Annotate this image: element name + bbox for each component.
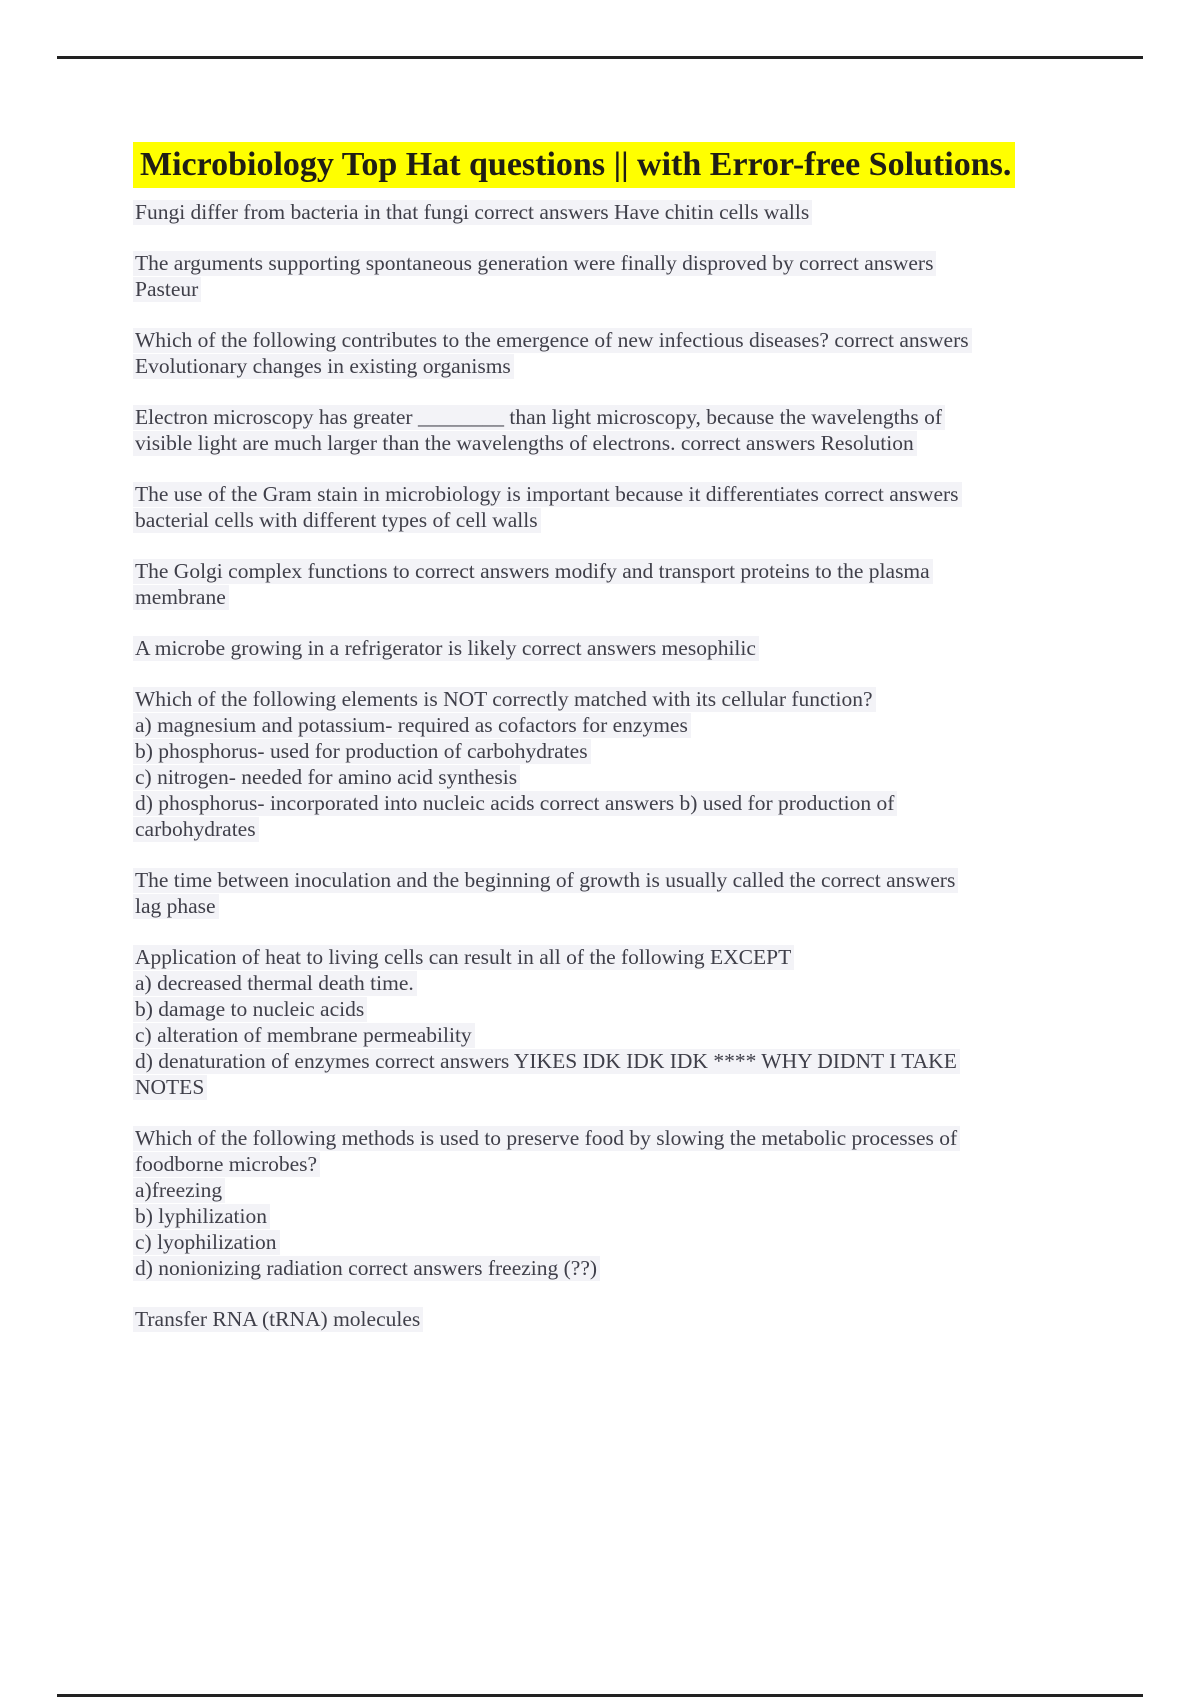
qa-line-text: Fungi differ from bacteria in that fungi correct answers Have chitin cells walls	[133, 200, 812, 225]
qa-line-text: Pasteur	[133, 277, 201, 302]
qa-line	[133, 328, 1153, 354]
qa-line	[133, 1204, 1153, 1230]
qa-line-text: membrane	[133, 585, 229, 610]
qa-line-text: b) lyphilization	[133, 1204, 270, 1229]
qa-line-text: foodborne microbes?	[133, 1152, 320, 1177]
qa-line	[133, 791, 1153, 817]
qa-list	[133, 200, 1153, 1333]
qa-line-text: Electron microscopy has greater ________ than light microscopy, because the wavelengths of	[133, 405, 945, 430]
qa-line-text: a)freezing	[133, 1178, 225, 1203]
qa-line-text: carbohydrates	[133, 817, 259, 842]
qa-line	[133, 1075, 1153, 1101]
qa-paragraph	[133, 405, 1153, 457]
qa-line-text: bacterial cells with different types of cell walls	[133, 508, 541, 533]
qa-line-text: Application of heat to living cells can result in all of the following EXCEPT	[133, 945, 794, 970]
qa-paragraph	[133, 251, 1153, 303]
qa-paragraph	[133, 945, 1153, 1101]
qa-line	[133, 868, 1153, 894]
qa-line	[133, 894, 1153, 920]
document-content	[133, 141, 1153, 1358]
qa-line	[133, 1178, 1153, 1204]
qa-line-text: Transfer RNA (tRNA) molecules	[133, 1307, 423, 1332]
qa-paragraph	[133, 1307, 1153, 1333]
qa-line-text: a) decreased thermal death time.	[133, 971, 417, 996]
page-title	[133, 141, 1153, 188]
qa-line-text: c) lyophilization	[133, 1230, 280, 1255]
qa-line-text: d) nonionizing radiation correct answers freezing (??)	[133, 1256, 600, 1281]
qa-line	[133, 1023, 1153, 1049]
qa-line	[133, 687, 1153, 713]
qa-paragraph	[133, 1126, 1153, 1282]
qa-paragraph	[133, 687, 1153, 843]
qa-line-text: The Golgi complex functions to correct answers modify and transport proteins to the plasma	[133, 559, 933, 584]
top-divider	[57, 56, 1143, 59]
qa-line	[133, 739, 1153, 765]
qa-line	[133, 354, 1153, 380]
qa-paragraph	[133, 636, 1153, 662]
qa-line	[133, 971, 1153, 997]
qa-line	[133, 713, 1153, 739]
qa-line	[133, 1307, 1153, 1333]
qa-line	[133, 585, 1153, 611]
qa-line-text: c) nitrogen- needed for amino acid synthesis	[133, 765, 520, 790]
qa-line	[133, 251, 1153, 277]
qa-line-text: NOTES	[133, 1075, 207, 1100]
qa-line	[133, 200, 1153, 226]
qa-line	[133, 277, 1153, 303]
qa-paragraph	[133, 482, 1153, 534]
qa-paragraph	[133, 868, 1153, 920]
qa-line	[133, 1256, 1153, 1282]
qa-paragraph	[133, 200, 1153, 226]
qa-line-text: c) alteration of membrane permeability	[133, 1023, 475, 1048]
qa-line-text: a) magnesium and potassium- required as cofactors for enzymes	[133, 713, 691, 738]
qa-line-text: visible light are much larger than the wavelengths of electrons. correct answers Resolution	[133, 431, 917, 456]
qa-line	[133, 1049, 1153, 1075]
qa-line-text: The arguments supporting spontaneous generation were finally disproved by correct answers	[133, 251, 936, 276]
qa-line-text: b) phosphorus- used for production of carbohydrates	[133, 739, 591, 764]
qa-line-text: Evolutionary changes in existing organisms	[133, 354, 514, 379]
qa-line	[133, 945, 1153, 971]
qa-line	[133, 817, 1153, 843]
qa-line-text: The use of the Gram stain in microbiology is important because it differentiates correct answers	[133, 482, 962, 507]
qa-paragraph	[133, 559, 1153, 611]
qa-line-text: b) damage to nucleic acids	[133, 997, 367, 1022]
qa-line-text: Which of the following elements is NOT correctly matched with its cellular function?	[133, 687, 876, 712]
qa-line-text: A microbe growing in a refrigerator is likely correct answers mesophilic	[133, 636, 759, 661]
qa-line	[133, 482, 1153, 508]
page-title-highlight: Microbiology Top Hat questions || with Error-free Solutions.	[133, 142, 1015, 188]
bottom-divider	[57, 1694, 1143, 1697]
qa-line	[133, 405, 1153, 431]
qa-line-text: Which of the following methods is used to preserve food by slowing the metabolic processes of	[133, 1126, 960, 1151]
qa-line	[133, 997, 1153, 1023]
qa-line	[133, 1152, 1153, 1178]
qa-line	[133, 431, 1153, 457]
qa-line-text: Which of the following contributes to the emergence of new infectious diseases? correct answers	[133, 328, 972, 353]
qa-line	[133, 508, 1153, 534]
qa-line	[133, 1230, 1153, 1256]
qa-line-text: lag phase	[133, 894, 219, 919]
qa-line-text: d) denaturation of enzymes correct answers YIKES IDK IDK IDK **** WHY DIDNT I TAKE	[133, 1049, 960, 1074]
qa-paragraph	[133, 328, 1153, 380]
qa-line	[133, 1126, 1153, 1152]
qa-line-text: The time between inoculation and the beginning of growth is usually called the correct answers	[133, 868, 958, 893]
qa-line	[133, 765, 1153, 791]
qa-line	[133, 636, 1153, 662]
qa-line	[133, 559, 1153, 585]
qa-line-text: d) phosphorus- incorporated into nucleic acids correct answers b) used for production of	[133, 791, 897, 816]
